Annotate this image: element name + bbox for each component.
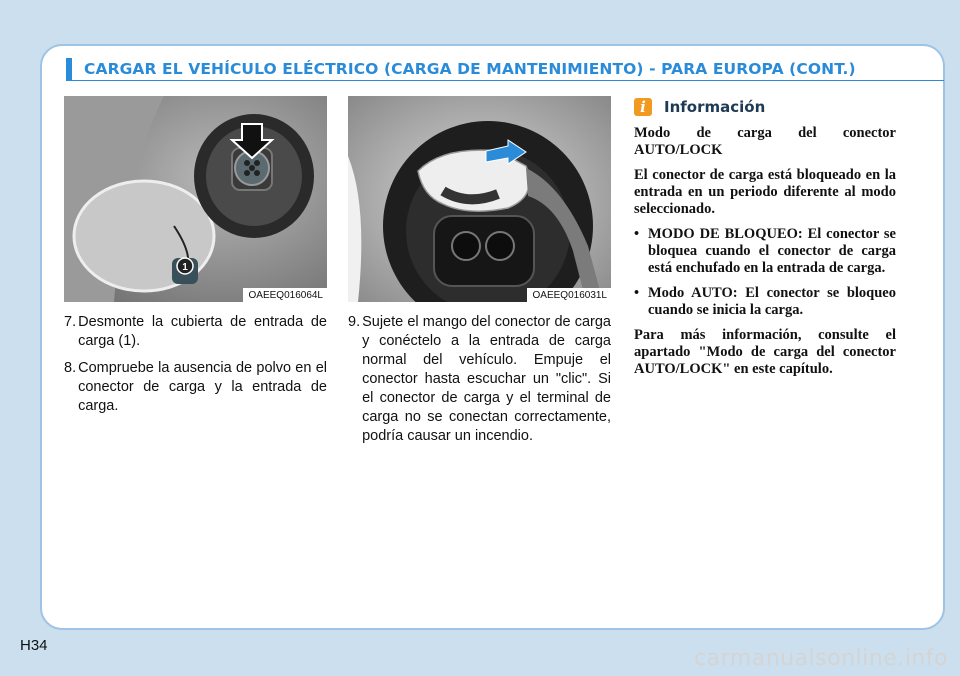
bullet-text: Modo AUTO: El conector se bloqueo cuando se inicia la carga. [648, 285, 896, 318]
info-paragraph: Para más información, consulte el apartado "Modo de carga del conector AUTO/LOCK" en este capítulo. [634, 327, 896, 377]
figure-code: OAEEQ016031L [527, 288, 612, 302]
step-item [64, 313, 327, 351]
step-text: Compruebe la ausencia de polvo en el conector de carga y la entrada de carga. [78, 360, 327, 414]
list-item [634, 285, 896, 319]
step-number: 9. [348, 314, 361, 330]
step-text: Desmonte la cubierta de entrada de carga (1). [78, 314, 327, 349]
step-number: 8. [64, 360, 77, 376]
info-paragraph: Modo de carga del conector AUTO/LOCK [634, 125, 896, 158]
title-accent-bar [66, 58, 72, 80]
steps-column-1 [64, 313, 327, 424]
steps-column-2 [348, 313, 611, 454]
charging-port-illustration [64, 96, 327, 302]
figure-charging-port-cover [64, 96, 327, 302]
info-icon: i [634, 98, 652, 116]
figure-connector-plugged [348, 96, 611, 302]
watermark: carmanualsonline.info [694, 646, 948, 671]
info-header [634, 98, 896, 116]
bullet-marker: • [634, 226, 640, 242]
title-rule [66, 80, 944, 81]
page-number: H34 [20, 637, 48, 654]
info-paragraph: El conector de carga está bloqueado en la entrada en un periodo diferente al modo seleccionado. [634, 167, 896, 217]
info-bullet-list [634, 226, 896, 319]
callout-number: 1 [182, 262, 188, 273]
connector-illustration [348, 96, 611, 302]
figure-code: OAEEQ016064L [243, 288, 328, 302]
section-header [66, 58, 944, 80]
bullet-text: MODO DE BLOQUEO: El conector se bloquea cuando el conector de carga está enchufado en la entrada de carga. [648, 226, 896, 276]
info-box [634, 98, 896, 386]
list-item [634, 226, 896, 277]
step-text: Sujete el mango del conector de carga y conéctelo a la entrada de carga normal del vehículo. Empuje el conector hasta escuchar un "clic". Si el conector de carga y el terminal de carga no se conectan correctamente, podría causar un incendio. [362, 314, 611, 444]
step-item [348, 313, 611, 446]
step-number: 7. [64, 314, 77, 330]
section-title: CARGAR EL VEHÍCULO ELÉCTRICO (CARGA DE MANTENIMIENTO) - PARA EUROPA (CONT.) [84, 60, 856, 78]
bullet-marker: • [634, 285, 640, 301]
step-item [64, 359, 327, 416]
info-title: Información [664, 97, 766, 116]
